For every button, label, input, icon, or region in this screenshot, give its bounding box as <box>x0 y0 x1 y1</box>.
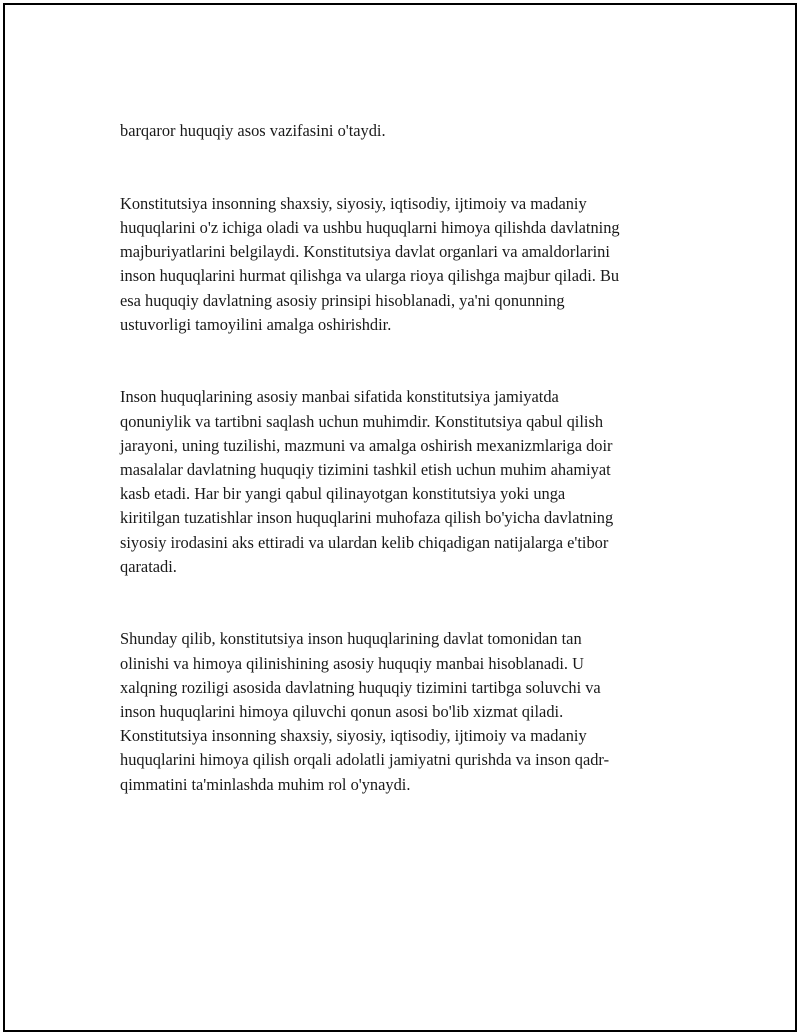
paragraph-2: Konstitutsiya insonning shaxsiy, siyosiy, iqtisodiy, ijtimoiy va madaniy huquqlarini o'z ichiga oladi va ushbu huquqlarni himoya qilishda davlatning majburiyatlarini belgilaydi. Konstitutsiya davlat organlari va amaldorlarini inson huquqlarini hurmat qilishga va ularga rioya qilishga majbur qiladi. Bu esa huquqiy davlatning asosiy prinsipi hisoblanadi, ya'ni qonunning ustuvorligi tamoyilini amalga oshirishdir. <box>120 193 620 334</box>
paragraph-4: Shunday qilib, konstitutsiya inson huquqlarining davlat tomonidan tan olinishi va himoya qilinishining asosiy huquqiy manbai hisoblanadi. U xalqning roziligi asosida davlatning huquqiy tizimini tartibga soluvchi va inson huquqlarini himoya qiluvchi qonun asosi bo'lib xizmat qiladi. Konstitutsiya insonning shaxsiy, siyosiy, iqtisodiy, ijtimoiy va madaniy huquqlarini himoya qilish orqali adolatli jamiyatni qurishda va inson qadr- qimmatini ta'minlashda muhim rol o'ynaydi. <box>120 629 610 794</box>
paragraph-3: Inson huquqlarining asosiy manbai sifatida konstitutsiya jamiyatda qonuniylik va tartibni saqlash uchun muhimdir. Konstitutsiya qabul qilish jarayoni, uning tuzilishi, mazmuni va amalga oshirish mexanizmlariga doir masalalar davlatning huquqiy tizimini tashkil etish uchun muhim ahamiyat kasb etadi. Har bir yangi qabul qilinayotgan konstitutsiya yoki unga kiritilgan tuzatishlar inson huquqlarini muhofaza qilish bo'yicha davlatning siyosiy irodasini aks ettiradi va ulardan kelib chiqadigan natijalarga e'tibor qaratadi. <box>120 387 614 576</box>
document-body <box>120 95 690 845</box>
document-page <box>3 3 797 1032</box>
paragraph-1: barqaror huquqiy asos vazifasini o'taydi. <box>120 121 386 141</box>
